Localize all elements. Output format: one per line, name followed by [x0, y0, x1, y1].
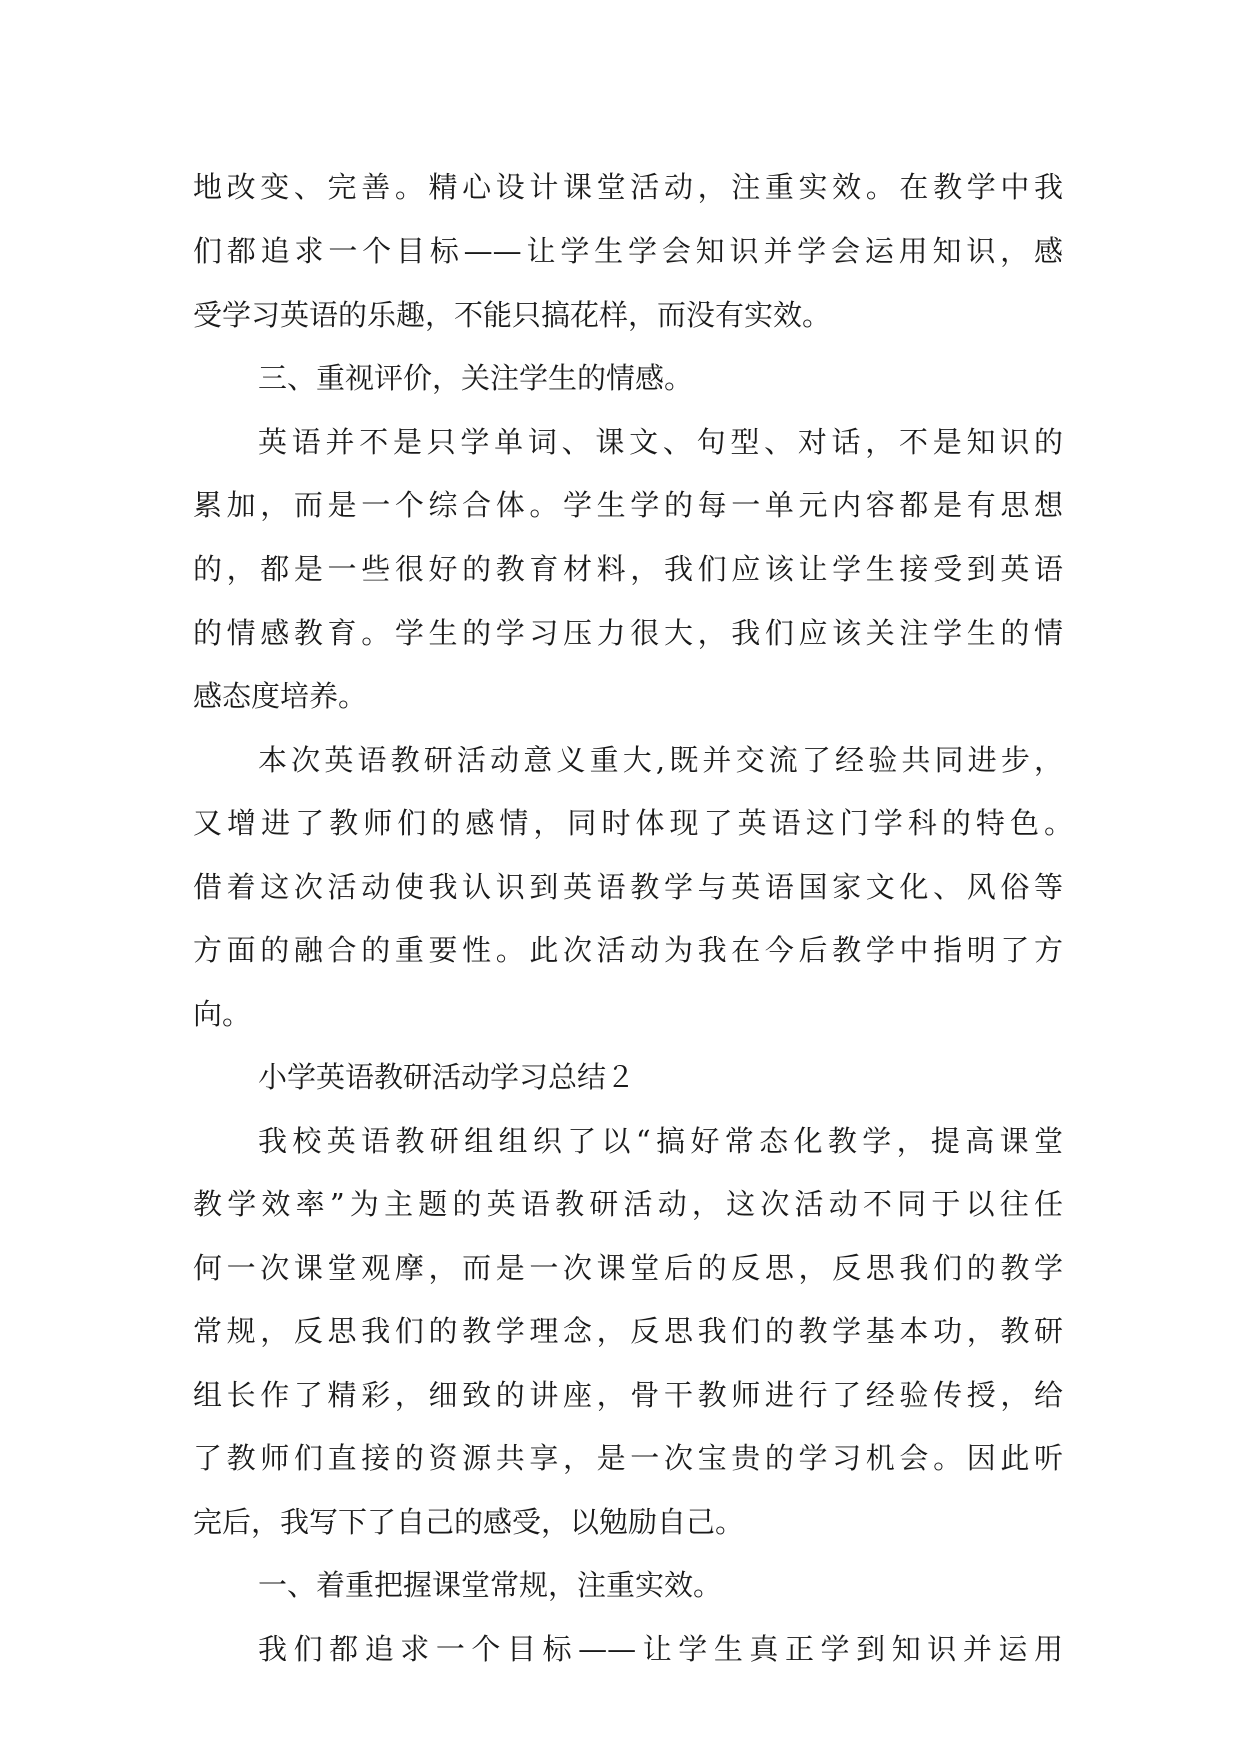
paragraph-line: 何一次课堂观摩，而是一次课堂后的反思，反思我们的教学	[193, 1251, 1063, 1285]
paragraph-line: 我们都追求一个目标——让学生真正学到知识并运用	[258, 1632, 1063, 1666]
paragraph-line: 感态度培养。	[193, 679, 368, 713]
article-title: 小学英语教研活动学习总结２	[258, 1060, 636, 1094]
paragraph-line: 教学效率”为主题的英语教研活动，这次活动不同于以往任	[193, 1187, 1063, 1221]
paragraph-line: 又增进了教师们的感情，同时体现了英语这门学科的特色。	[193, 806, 1073, 840]
paragraph-line: 我校英语教研组组织了以“搞好常态化教学，提高课堂	[258, 1124, 1063, 1158]
paragraph-line: 受学习英语的乐趣，不能只搞花样，而没有实效。	[193, 298, 832, 332]
paragraph-line: 的，都是一些很好的教育材料，我们应该让学生接受到英语	[193, 552, 1063, 586]
paragraph-line: 们都追求一个目标——让学生学会知识并学会运用知识，感	[193, 234, 1063, 268]
paragraph-line: 本次英语教研活动意义重大,既并交流了经验共同进步，	[258, 743, 1063, 777]
paragraph-line: 了教师们直接的资源共享，是一次宝贵的学习机会。因此听	[193, 1441, 1063, 1475]
paragraph-line: 累加，而是一个综合体。学生学的每一单元内容都是有思想	[193, 488, 1063, 522]
paragraph-line: 组长作了精彩，细致的讲座，骨干教师进行了经验传授，给	[193, 1378, 1063, 1412]
paragraph-line: 方面的融合的重要性。此次活动为我在今后教学中指明了方	[193, 933, 1063, 967]
paragraph-line: 的情感教育。学生的学习压力很大，我们应该关注学生的情	[193, 616, 1063, 650]
section-heading: 三、重视评价，关注学生的情感。	[258, 361, 694, 395]
paragraph-line: 英语并不是只学单词、课文、句型、对话，不是知识的	[258, 425, 1063, 459]
paragraph-line: 常规，反思我们的教学理念，反思我们的教学基本功，教研	[193, 1314, 1063, 1348]
paragraph-line: 向。	[193, 997, 252, 1031]
paragraph-line: 地改变、完善。精心设计课堂活动，注重实效。在教学中我	[193, 170, 1063, 204]
paragraph-line: 完后，我写下了自己的感受，以勉励自己。	[193, 1505, 745, 1539]
paragraph-line: 借着这次活动使我认识到英语教学与英语国家文化、风俗等	[193, 870, 1063, 904]
section-heading: 一、着重把握课堂常规，注重实效。	[258, 1568, 723, 1602]
